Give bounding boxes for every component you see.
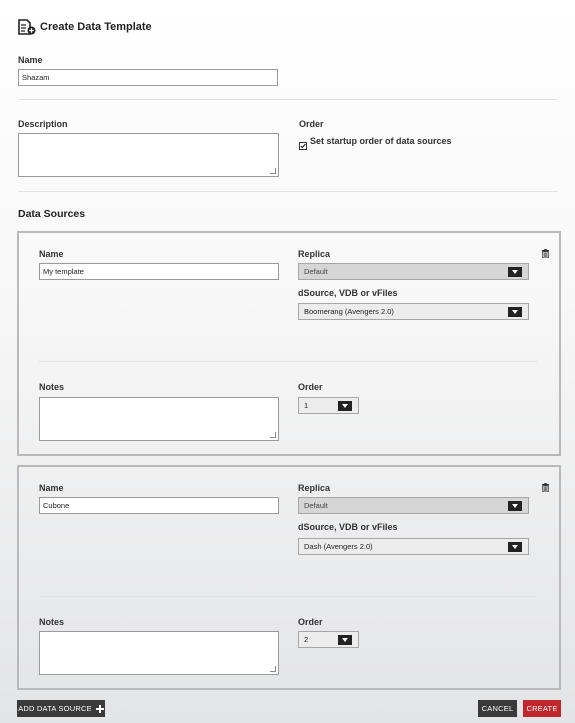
source-order-value: 1 <box>304 401 309 410</box>
source-select-value: Boomerang (Avengers 2.0) <box>304 307 394 316</box>
source-order-select[interactable] <box>298 397 359 414</box>
startup-order-checkbox-row[interactable] <box>299 136 452 146</box>
replica-select[interactable] <box>298 497 529 514</box>
notes-label: Notes <box>39 617 65 627</box>
startup-order-checkbox[interactable] <box>299 137 307 145</box>
source-name-input[interactable]: Cubone <box>39 497 279 514</box>
notes-textarea[interactable] <box>39 397 279 441</box>
page-title: Create Data Template <box>40 21 152 33</box>
source-order-label: Order <box>298 617 323 627</box>
replica-label: Replica <box>298 483 331 493</box>
source-label: dSource, VDB or vFiles <box>298 288 398 298</box>
source-order-select[interactable] <box>298 631 359 648</box>
add-data-source-button[interactable] <box>17 700 105 717</box>
notes-label: Notes <box>39 382 65 392</box>
template-name-label: Name <box>18 55 43 65</box>
chevron-down-icon <box>338 401 352 411</box>
data-sources-title: Data Sources <box>18 208 86 220</box>
chevron-down-icon <box>508 267 522 277</box>
source-select[interactable] <box>298 538 529 555</box>
chevron-down-icon <box>508 542 522 552</box>
replica-select-value: Default <box>304 501 328 510</box>
order-label: Order <box>299 119 324 129</box>
startup-order-checkbox-label: Set startup order of data sources <box>310 136 452 146</box>
cancel-button[interactable]: CANCEL <box>478 700 517 717</box>
divider <box>39 361 537 362</box>
chevron-down-icon <box>338 635 352 645</box>
description-textarea[interactable] <box>18 133 279 177</box>
replica-select[interactable] <box>298 263 529 280</box>
description-label: Description <box>18 119 68 129</box>
source-name-input[interactable]: My template <box>39 263 279 280</box>
source-order-value: 2 <box>304 635 309 644</box>
chevron-down-icon <box>508 307 522 317</box>
notes-textarea[interactable] <box>39 631 279 675</box>
source-name-label: Name <box>39 249 64 259</box>
create-button[interactable]: CREATE <box>523 700 561 717</box>
source-order-label: Order <box>298 382 323 392</box>
divider <box>18 191 558 192</box>
source-label: dSource, VDB or vFiles <box>298 522 398 532</box>
divider <box>18 99 558 100</box>
page-header <box>18 18 152 36</box>
plus-icon <box>96 705 104 713</box>
divider <box>39 596 537 597</box>
source-select-value: Dash (Avengers 2.0) <box>304 542 373 551</box>
source-name-label: Name <box>39 483 64 493</box>
data-source-card <box>17 465 561 690</box>
document-add-icon <box>18 19 36 35</box>
trash-icon[interactable] <box>542 479 549 497</box>
trash-icon[interactable] <box>542 245 549 263</box>
add-data-source-label: ADD DATA SOURCE <box>18 704 92 713</box>
source-select[interactable] <box>298 303 529 320</box>
chevron-down-icon <box>508 501 522 511</box>
replica-select-value: Default <box>304 267 328 276</box>
template-name-input[interactable]: Shazam <box>18 69 278 86</box>
data-source-card <box>17 231 561 456</box>
replica-label: Replica <box>298 249 331 259</box>
